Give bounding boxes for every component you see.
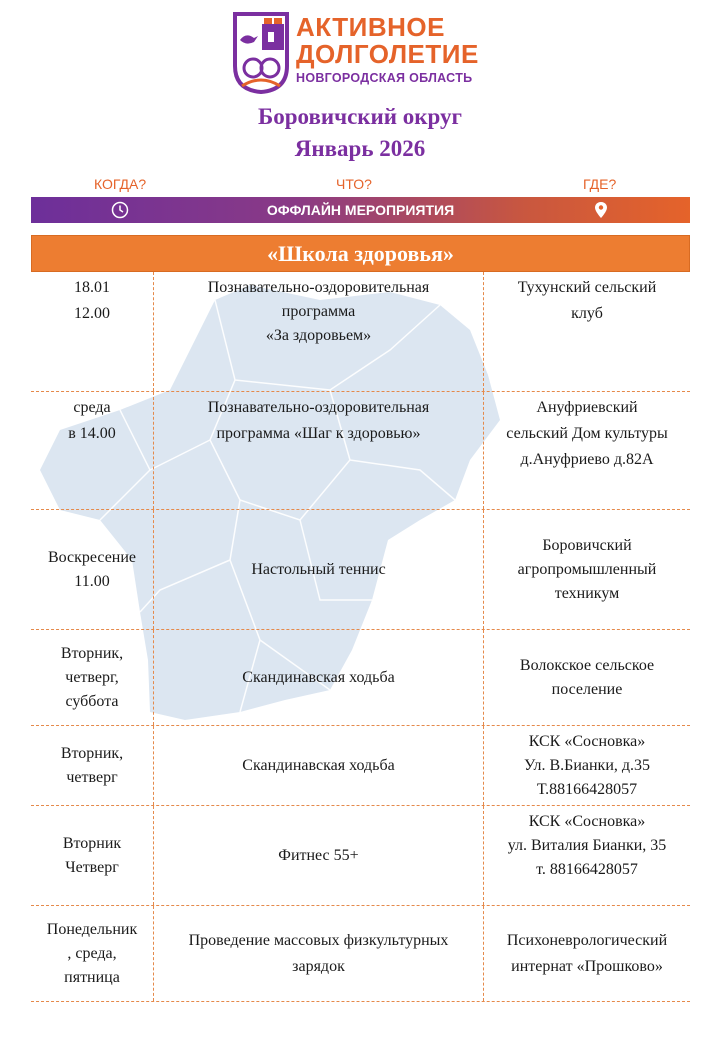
- where-line: КСК «Сосновка»: [528, 732, 646, 750]
- when-line: Понедельник: [46, 920, 138, 938]
- where-line: КСК «Сосновка»: [528, 813, 646, 830]
- what-cell: [153, 726, 484, 805]
- where-cell: [484, 510, 690, 629]
- table-row: [31, 272, 690, 392]
- when-line: четверг,: [65, 668, 119, 686]
- what-label: ЧТО?: [336, 176, 372, 192]
- where-line: поселение: [551, 680, 623, 698]
- logo-line-2: ДОЛГОЛЕТИЕ: [296, 39, 479, 69]
- when-cell: [31, 906, 153, 1001]
- when-cell: [31, 392, 153, 509]
- where-cell: [484, 272, 690, 391]
- table-row: [31, 726, 690, 806]
- what-line: программа: [281, 303, 356, 320]
- table-row: [31, 392, 690, 510]
- section-header: [31, 235, 690, 272]
- where-cell: [484, 906, 690, 1001]
- logo-line-3: НОВГОРОДСКАЯ ОБЛАСТЬ: [296, 71, 473, 85]
- logo: [232, 10, 502, 96]
- table-row: [31, 630, 690, 726]
- where-line: д.Ануфриево д.82А: [520, 451, 654, 468]
- location-pin-icon: [593, 201, 609, 219]
- when-label: КОГДА?: [94, 176, 147, 192]
- where-line: Боровичский: [542, 536, 632, 554]
- section-title: «Школа здоровья»: [267, 241, 454, 266]
- what-cell: [153, 806, 484, 905]
- where-line: Ул. В.Бианки, д.35: [523, 756, 651, 774]
- when-cell: [31, 726, 153, 805]
- what-cell: [153, 906, 484, 1001]
- what-line: Фитнес 55+: [278, 846, 359, 864]
- when-line: пятница: [64, 968, 120, 986]
- page-title: Боровичский округ: [258, 104, 462, 129]
- where-label: ГДЕ?: [583, 176, 617, 192]
- where-line: Т.88166428057: [536, 780, 638, 798]
- what-cell: [153, 510, 484, 629]
- what-line: Познавательно-оздоровительная: [207, 279, 430, 296]
- table-row: [31, 510, 690, 630]
- where-line: т. 88166428057: [536, 861, 638, 878]
- what-cell: [153, 272, 484, 391]
- where-line: интернат «Прошково»: [511, 957, 663, 975]
- what-line: программа «Шаг к здоровью»: [216, 425, 421, 442]
- where-cell: [484, 726, 690, 805]
- offline-events-bar: [31, 197, 690, 223]
- where-cell: [484, 630, 690, 725]
- when-line: суббота: [65, 692, 119, 710]
- when-cell: [31, 630, 153, 725]
- when-line: среда: [73, 399, 111, 416]
- events-table: [31, 272, 690, 1002]
- page-subtitle: Январь 2026: [294, 136, 426, 161]
- what-cell: [153, 630, 484, 725]
- when-line: 12.00: [74, 305, 110, 322]
- what-line: «За здоровьем»: [265, 327, 372, 344]
- what-line: зарядок: [292, 957, 345, 975]
- when-line: Вторник,: [60, 644, 124, 662]
- when-line: четверг: [66, 768, 118, 786]
- where-line: агропромышленный: [517, 560, 657, 578]
- table-row: [31, 906, 690, 1002]
- what-line: Настольный теннис: [251, 560, 386, 578]
- when-line: , среда,: [67, 944, 117, 962]
- when-line: Вторник,: [60, 744, 124, 762]
- where-line: клуб: [571, 305, 603, 322]
- what-line: Скандинавская ходьба: [242, 756, 395, 774]
- when-line: Воскресение: [47, 548, 137, 566]
- when-line: Четверг: [65, 858, 119, 876]
- where-line: ул. Виталия Бианки, 35: [507, 837, 667, 854]
- where-line: Психоневрологический: [506, 931, 668, 949]
- when-line: 11.00: [74, 572, 110, 590]
- when-line: Вторник: [62, 834, 122, 852]
- where-cell: [484, 806, 690, 905]
- when-cell: [31, 272, 153, 391]
- where-line: Тухунский сельский: [517, 279, 657, 296]
- table-row: [31, 806, 690, 906]
- when-line: в 14.00: [68, 425, 116, 442]
- what-line: Скандинавская ходьба: [242, 668, 395, 686]
- when-line: 18.01: [74, 279, 110, 296]
- bar-title: ОФФЛАЙН МЕРОПРИЯТИЯ: [266, 202, 455, 218]
- logo-line-1: АКТИВНОЕ: [296, 12, 445, 42]
- what-line: Проведение массовых физкультурных: [188, 931, 449, 949]
- what-cell: [153, 392, 484, 509]
- where-line: сельский Дом культуры: [506, 425, 668, 442]
- logo-emblem-icon: [232, 10, 290, 94]
- when-cell: [31, 806, 153, 905]
- when-cell: [31, 510, 153, 629]
- where-line: Волокское сельское: [519, 656, 655, 674]
- where-line: Ануфриевский: [536, 399, 638, 416]
- where-line: техникум: [554, 584, 620, 602]
- where-cell: [484, 392, 690, 509]
- what-line: Познавательно-оздоровительная: [207, 399, 430, 416]
